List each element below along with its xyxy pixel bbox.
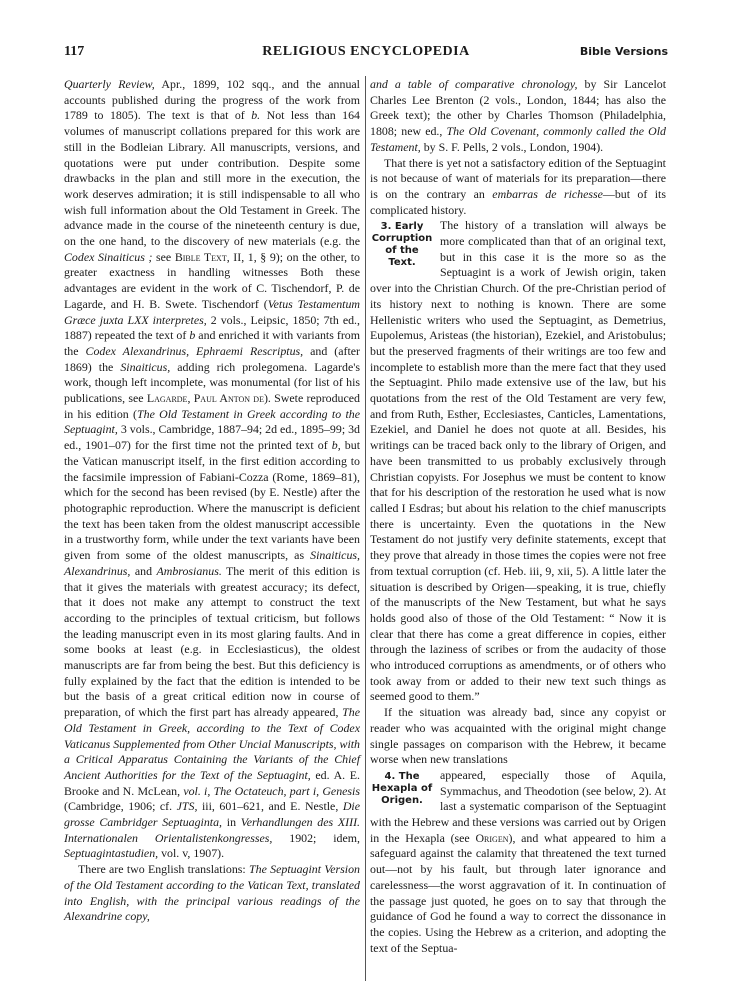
italic-text: The Septuagint Version of the Old Testament according to the Vatican Text, translated into English, with the principal various readings of the Alexandrine copy,	[64, 862, 360, 924]
italic-text: The Old Covenant, commonly called the Old Testament,	[370, 124, 666, 154]
column-divider	[365, 76, 366, 981]
italic-text: The Old Testament in Greek, according to the Text of Codex Vaticanus Supplemented from Other Uncial Manuscripts, with a Critical Apparatus Containing the Variants of the Chief Ancient Authorities for the Text of the Septuagint,	[64, 705, 360, 782]
section-title: Bible Versions	[579, 45, 668, 58]
italic-text: b.	[251, 108, 261, 123]
italic-text: Sinaiticus, Alexandrinus,	[64, 548, 360, 578]
left-column	[64, 77, 360, 925]
italic-text: Codex Sinaiticus ;	[64, 249, 153, 264]
page-header	[64, 44, 668, 64]
italic-text: Quarterly Review,	[64, 77, 155, 91]
italic-text: b,	[331, 438, 341, 453]
right-column	[370, 77, 666, 956]
italic-text: Die grosse Cambridger Septuaginta,	[64, 799, 360, 830]
italic-text: embarras de richesse	[492, 186, 603, 201]
italic-text: Codex Alexandrinus, Ephraemi Rescriptus,	[85, 343, 304, 358]
italic-text: Sinaiticus,	[120, 359, 171, 374]
sidenote-hexapla: 4. The Hexapla of Origen.	[371, 770, 433, 806]
italic-text: b	[189, 328, 196, 343]
cross-reference: Bible Text,	[174, 249, 230, 264]
italic-text: Ambrosianus.	[156, 563, 222, 578]
italic-text: The Old Testament in Greek according to the Septuagint,	[64, 406, 361, 437]
italic-text: JTS,	[176, 799, 198, 814]
paragraph: appeared, especially those of Aquila, Symmachus, and Theodotion (see below, 2). At last a systematic comparison of the Septuagint with the Hebrew and these versions was carried out by Origen in the Hexapla (see Origen), and what appeared to him a safeguard against the calamity that threatened the text turned out—not by his fault, but through later ignorance and carelessness—the worst aggravation of it. In continuation of the passage just quoted, he goes on to say that through the guidance of God he found a way to correct the dissonance in the copies. Using the Hebrew as a criterion, and adopting the text of the Septua-	[370, 767, 666, 955]
italic-text: Vetus Testamentum Græce juxta LXX interpretes,	[64, 296, 360, 327]
paragraph: Quarterly Review, Apr., 1899, 102 sqq., and the annual accounts published during the progress of the work from 1789 to 1805). The text is that of b. Not less than 164 volumes of manuscript collations prepared for this work are still in the Bodleian Library. All manuscripts, versions, and quotations were put under contribution. Despite some drawbacks in the plan and still more in the execution, the work deserves admiration; it is still indispensable to all who wish full information about the Old Testament in Greek. The advance made in the course of the nineteenth century is due, on the one hand, to the discovery of new materials (e.g. the Codex Sinaiticus ; see Bible Text, II, 1, § 9); on the other, to greater exactness in handling witnesses Both these advantages are evident in the work of C. Tischendorf, P. de Lagarde, and H. B. Swete. Tischendorf (Vetus Testamentum Græce juxta LXX interpretes, 2 vols., Leipsic, 1850; 7th ed., 1887) repeated the text of b and enriched it with variants from the Codex Alexandrinus, Ephraemi Rescriptus, and (after 1869) the Sinaiticus, adding rich prolegomena. Lagarde's work, though left incomplete, was monumental (for list of his publications, see Lagarde, Paul Anton de). Swete reproduced in his edition (The Old Testament in Greek according to the Septuagint, 3 vols., Cambridge, 1887–94; 2d ed., 1895–99; 3d ed., 1901–07) for the first time not the printed text of b, but the Vatican manuscript itself, in the first edition according to the facsimile impression of Fabiani-Cozza (Rome, 1869–81), which for the second has been revised (by E. Nestle) after the photographic reproduction. Where the manuscript is deficient the text has been taken from the oldest manuscript accessible in a trustworthy form, while under the text variants have been given from some of the oldest manuscripts, as Sinaiticus, Alexandrinus, and Ambrosianus. The merit of this edition is that it gives the materials with greatest accuracy; its defect, that it does not make any attempt to construct the text according to the principles of textual criticism, but follows the leading manuscript even in its most glaring faults. And in some books at least (e.g. in Ecclesiasticus), the oldest manuscripts are far from being the best. But this deficiency is fully explained by the fact that the edition is intended to be but the basis of a great critical edition now in course of preparation, of which the first part has already appeared, The Old Testament in Greek, according to the Text of Codex Vaticanus Supplemented from Other Uncial Manuscripts, with a Critical Apparatus Containing the Variants of the Chief Ancient Authorities for the Text of the Septuagint, ed. A. E. Brooke and N. McLean, vol. i, The Octateuch, part i, Genesis (Cambridge, 1906; cf. JTS, iii, 601–621, and E. Nestle, Die grosse Cambridger Septuaginta, in Verhandlungen des XIII. Internationalen Orientalistenkongresses, 1902; idem, Septuagintastudien, vol. v, 1907).	[64, 77, 361, 861]
paragraph: If the situation was already bad, since any copyist or reader who was acquainted with the original might change single passages on comparison with the Hebrew, it became worse when new translations	[370, 705, 666, 767]
italic-text: Septuagintastudien,	[64, 846, 159, 861]
italic-text: Verhandlungen des XIII. Internationalen Orientalistenkongresses,	[64, 815, 360, 845]
running-title: RELIGIOUS ENCYCLOPEDIA	[262, 44, 470, 59]
italic-text: and a table of comparative chronology,	[370, 77, 578, 91]
cross-reference: Lagarde, Paul Anton de	[146, 391, 264, 406]
paragraph: The history of a translation will always be more complicated than that of an original text, but in this case it is the more so as the Septuagint is a work of Jewish origin, taken over into the Christian Church. Of the pre-Christian period of its history next to nothing is known. There are some Hellenistic writers who used the Septuagint, as Demetrius, Eupolemus, Aristeas (the historian), Ezekiel, and Aristobulus; but the preserved fragments of their writings are too few and incomplete to establish more than the mere fact that they used the Septuagint. Philo made extensive use of the law, but his quotations from the rest of the Old Testament are very few, and from Ruth, Esther, Ecclesiastes, Canticles, Lamentations, Ezekiel, and Daniel he does not quote at all. Besides, his writings can be traced back only to the library of Origen, and have been transmitted to us probably exclusively through Christian copyists. For Josephus we must be content to know that for his description of the restoration he used what is now called I Esdras; but about his relation to the chief manuscripts there is uncertainty. Even the quotations in the New Testament do not justify very definite statements, except that they prove that already in those times the copies were not free from textual corruption (cf. Heb. iii, 9, xii, 5). A little later the situation is described by Origen—speaking, it is true, chiefly of the manuscripts of the New Testament, but what he says holds good also of those of the Old Testament: “ Now it is clear that there has come a great difference in copies, either through the laziness of scribes or from the audacity of those who introduced corruptions as amendments, or of others who took away from or added to their new text such things as seemed good to them.”	[370, 218, 666, 704]
italic-text: vol. i, The Octateuch, part i, Genesis	[183, 783, 360, 798]
cross-reference: Origen	[475, 830, 509, 845]
sidenote-early-corruption: 3. Early Corruption of the Text.	[371, 221, 433, 269]
paragraph: That there is yet not a satisfactory edition of the Septuagint is not because of want of materials for its preparation—there is on the contrary an embarras de richesse—but of its complicated history.	[370, 155, 666, 217]
page-number: 117	[64, 44, 85, 59]
paragraph: There are two English translations: The Septuagint Version of the Old Testament according to the Vatican Text, translated into English, with the principal various readings of the Alexandrine copy,	[64, 862, 360, 924]
paragraph: and a table of comparative chronology, by Sir Lancelot Charles Lee Brenton (2 vols., London, 1844; has also the Greek text); the other by Charles Thomson (Philadelphia, 1808; new ed., The Old Covenant, commonly called the Old Testament, by S. F. Pells, 2 vols., London, 1904).	[370, 77, 666, 154]
